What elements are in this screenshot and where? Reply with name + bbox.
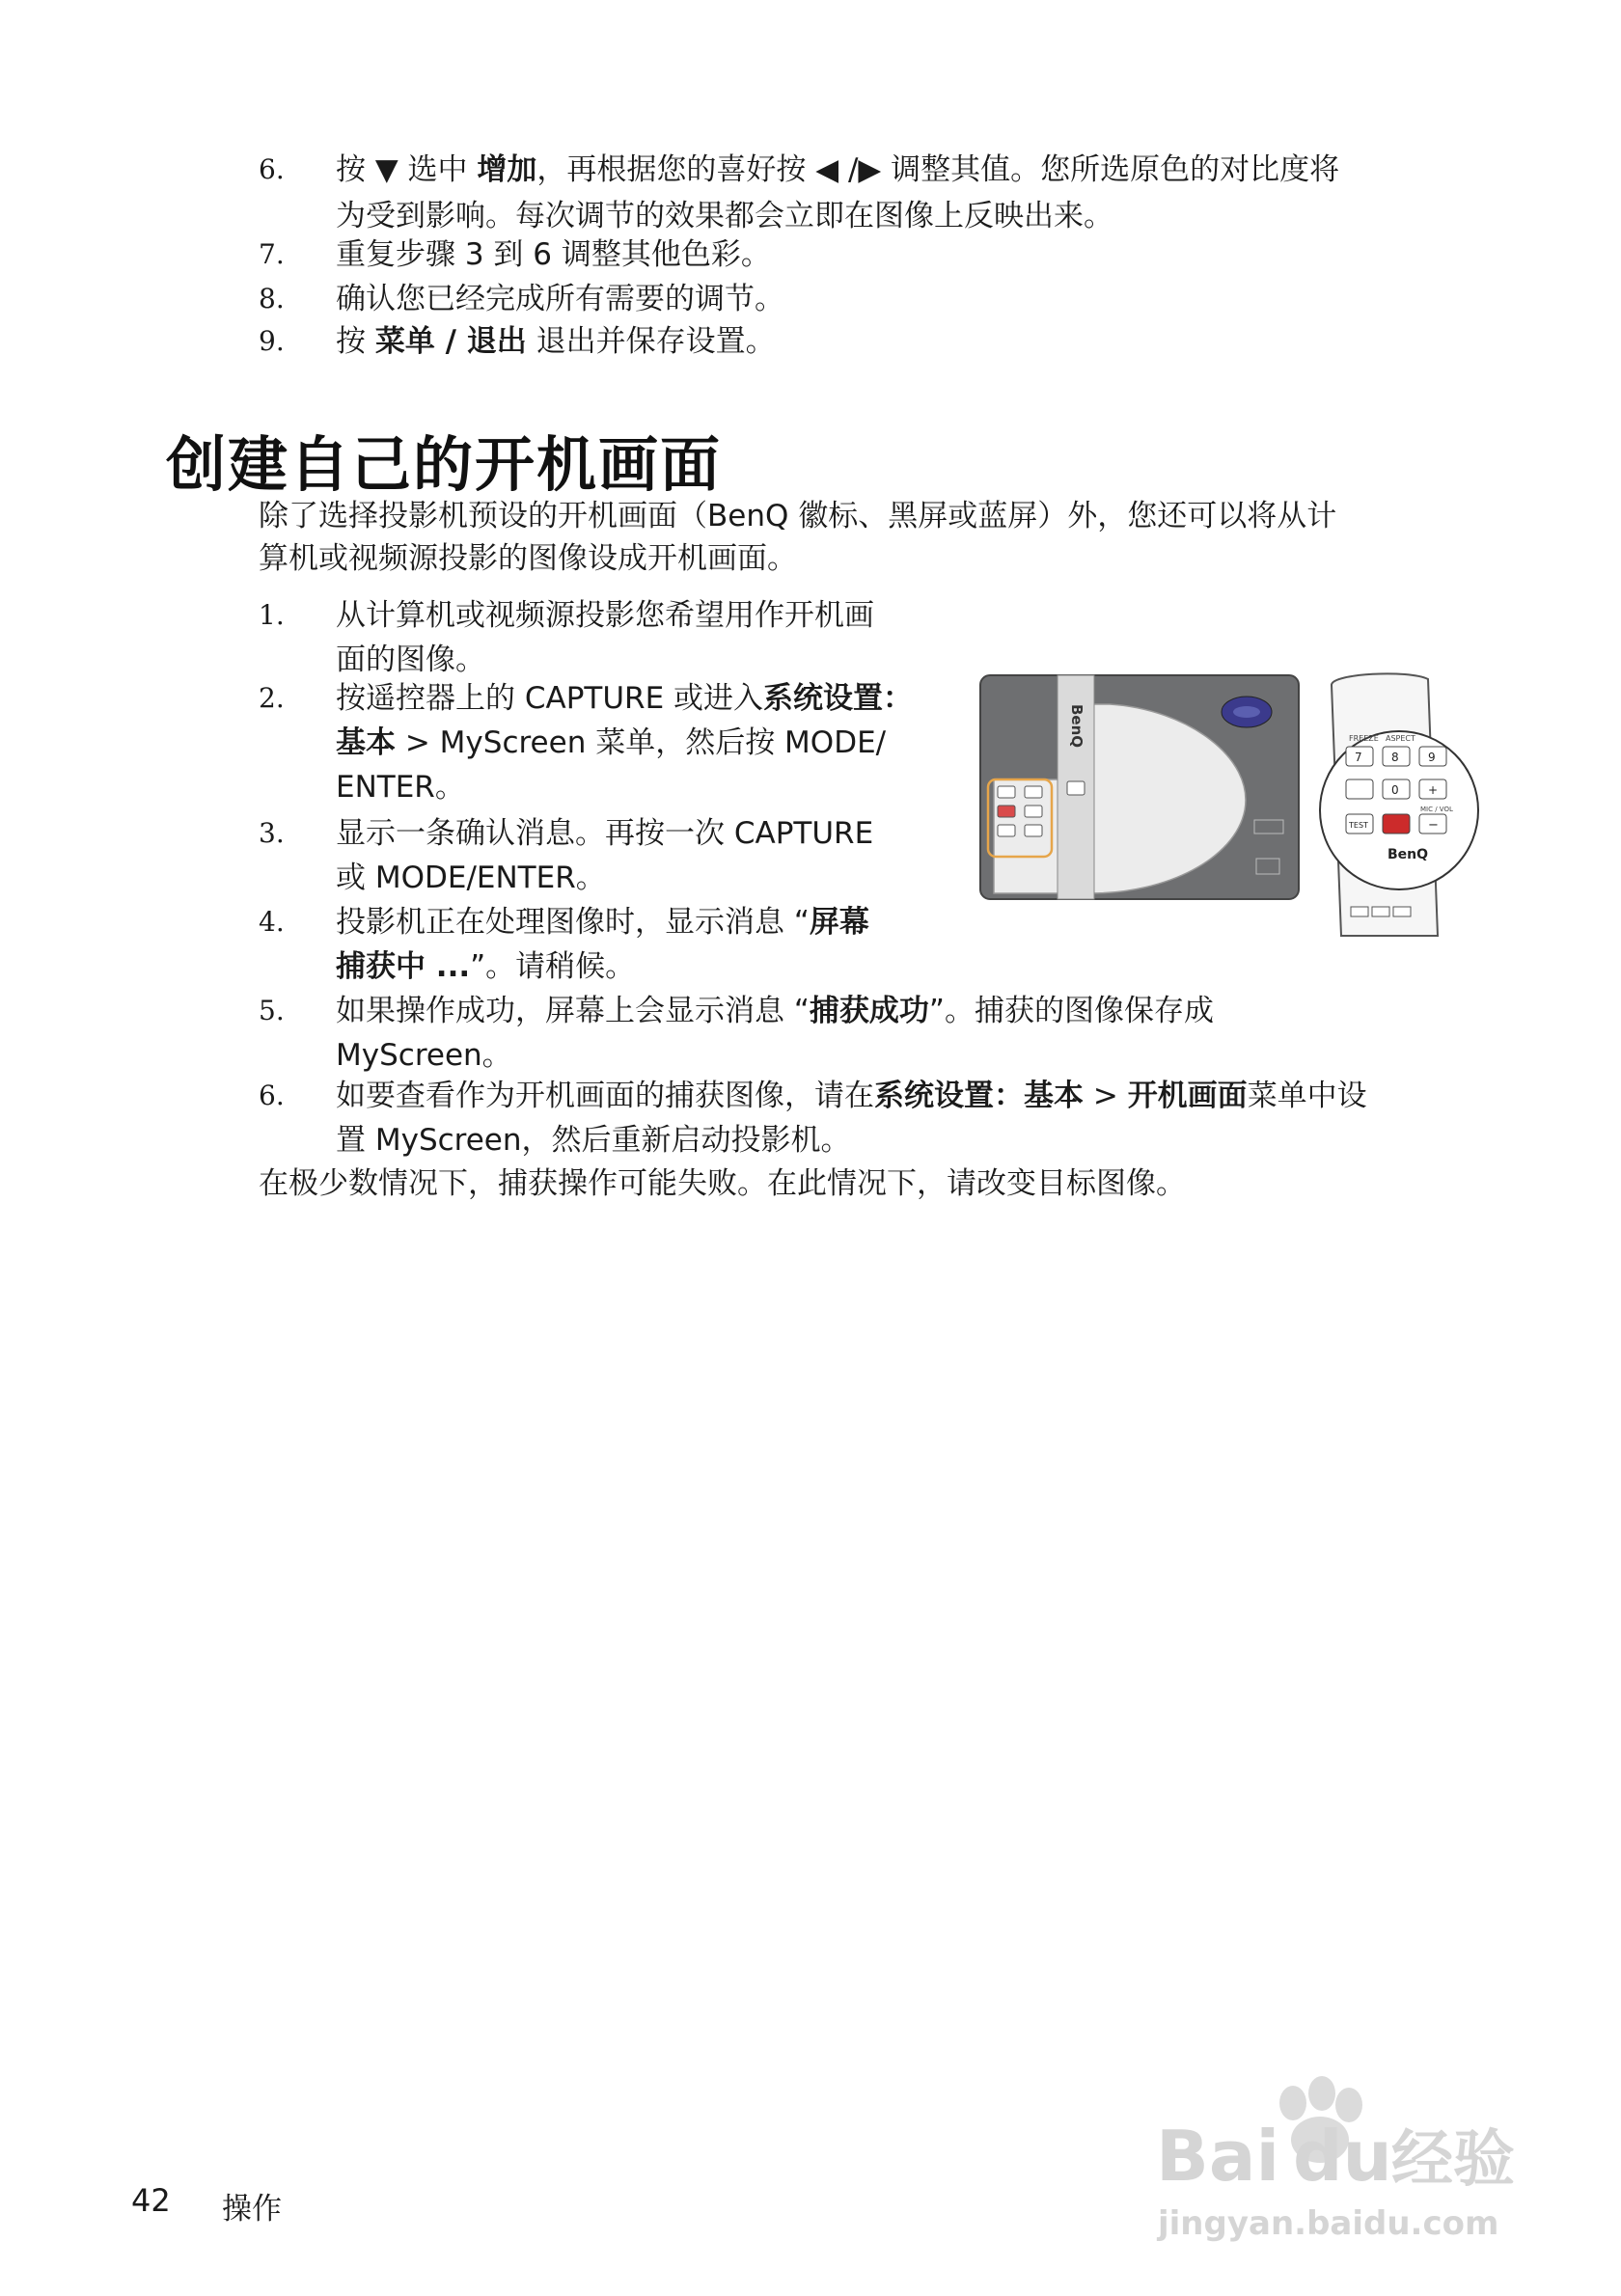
step-text-line1: 如果操作成功，屏幕上会显示消息 “捕获成功”。捕获的图像保存成 [336,994,1214,1028]
step-text: 确认您已经完成所有需要的调节。 [336,282,784,316]
remote-key-test: TEST [1349,821,1368,830]
step-4 [259,899,973,992]
remote-key-7: 7 [1355,751,1362,764]
step-text-line2: 置 MyScreen，然后重新启动投影机。 [336,1123,851,1158]
note-text: 在极少数情况下，捕获操作可能失败。在此情况下，请改变目标图像。 [259,1166,1186,1201]
watermark-cn: 经验 [1391,2124,1515,2196]
projector-brand: BenQ [1068,704,1085,749]
section-title: 创建自己的开机画面 [166,429,723,500]
step-text-line2: MyScreen。 [336,1038,512,1073]
step-text-line2: 为受到影响。每次调节的效果都会立即在图像上反映出来。 [336,199,1113,233]
baidu-watermark [1148,2064,1553,2257]
step-number: 8. [259,283,285,314]
step-text-line1: 按遥控器上的 CAPTURE 或进入系统设置： [336,681,914,716]
step-text-line2: 面的图像。 [336,642,485,677]
remote-label-freeze: FREEZE [1349,734,1379,743]
step-number: 3. [259,817,285,849]
step-text-line1: 显示一条确认消息。再按一次 CAPTURE [336,816,874,851]
remote-key-9: 9 [1428,751,1436,764]
step-2 [259,675,973,814]
step-text-line2: 基本 > MyScreen 菜单，然后按 MODE/ [336,725,887,760]
step-text: 按 菜单 / 退出 退出并保存设置。 [336,324,776,359]
step-number: 9. [259,325,285,357]
page-number: 42 [131,2182,171,2219]
remote-key-8: 8 [1391,751,1399,764]
baidu-paw-logo [1148,2064,1553,2257]
step-text-line1: 按 ▼ 选中 增加，再根据您的喜好按 ◀ /▶ 调整其值。您所选原色的对比度将 [336,152,1340,187]
step-top-6 [259,147,1513,239]
step-6 [259,1073,1513,1165]
intro-line2: 算机或视频源投影的图像设成开机画面。 [259,541,797,576]
step-number: 1. [259,599,285,631]
step-number: 2. [259,682,285,714]
step-top-9 [259,318,1513,365]
step-top-7 [259,232,1513,278]
step-5 [259,988,1513,1080]
intro-line1: 除了选择投影机预设的开机画面（BenQ 徽标、黑屏或蓝屏）外，您还可以将从计 [259,499,1337,533]
remote-key-minus: − [1428,818,1439,833]
footer-section: 操作 [222,2192,282,2227]
remote-key-0: 0 [1391,783,1399,797]
step-3 [259,810,973,903]
step-text-line1: 从计算机或视频源投影您希望用作开机画 [336,598,874,633]
step-number: 6. [259,153,285,185]
projector-remote-illustration [975,666,1486,945]
step-top-8 [259,276,1513,322]
step-text-line2: 捕获中 ...”。请稍候。 [336,949,636,984]
step-number: 6. [259,1080,285,1111]
step-number: 4. [259,906,285,938]
watermark-brand: Bai [1156,2116,1280,2197]
watermark-url: jingyan.baidu.com [1158,2204,1499,2243]
remote-key-plus: + [1428,783,1439,797]
step-text-line2: 或 MODE/ENTER。 [336,861,606,895]
step-number: 5. [259,995,285,1026]
step-text: 重复步骤 3 到 6 调整其他色彩。 [336,237,771,272]
step-text-line1: 投影机正在处理图像时，显示消息 “屏幕 [336,905,869,940]
step-text-line1: 如要查看作为开机画面的捕获图像，请在系统设置：基本 > 开机画面菜单中设 [336,1079,1367,1113]
projector-remote-figure [975,666,1486,945]
remote-label-aspect: ASPECT [1386,734,1415,743]
step-number: 7. [259,238,285,270]
watermark-brand2: du [1293,2116,1392,2197]
remote-brand: BenQ [1387,847,1429,862]
step-text-line3: ENTER。 [336,770,465,805]
step-1 [259,592,973,685]
remote-label-mic-vol: MIC / VOL [1420,806,1453,813]
